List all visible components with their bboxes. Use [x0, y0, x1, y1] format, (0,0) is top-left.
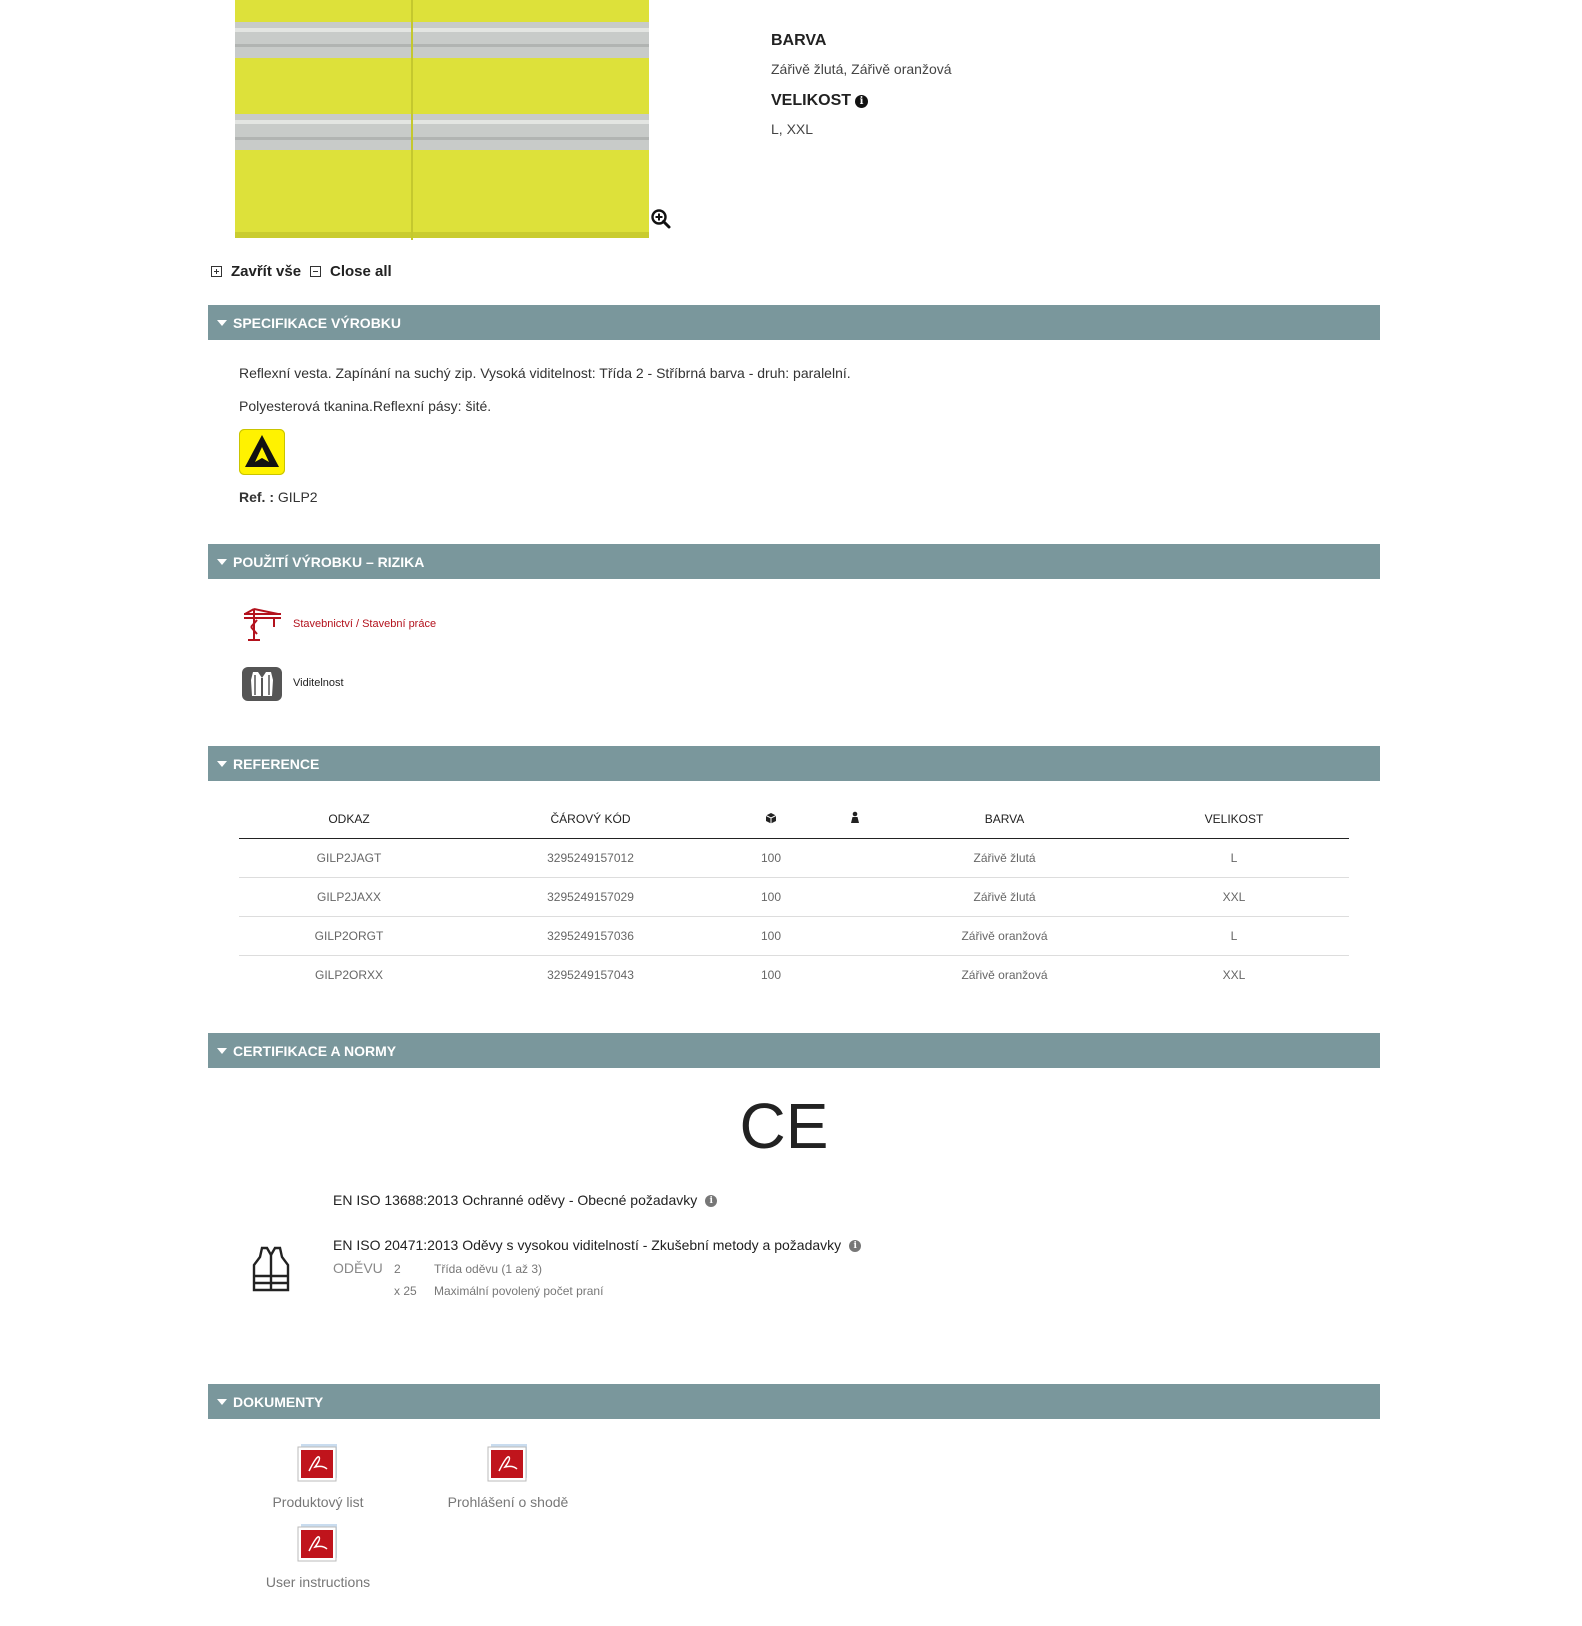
reference-line [239, 489, 318, 505]
section-title: POUŽITÍ VÝROBKU – RIZIKA [233, 553, 425, 570]
velikost-heading [771, 92, 868, 110]
cell-quantity: 100 [760, 968, 782, 982]
usage-visibility-label: Viditelnost [293, 677, 344, 689]
pdf-icon [295, 1443, 341, 1483]
table-row [239, 956, 1349, 995]
cell-odkaz: GILP2ORGT [239, 917, 459, 956]
cell-person [820, 956, 890, 995]
info-icon[interactable]: i [849, 1240, 861, 1252]
caret-down-icon [217, 320, 227, 326]
zoom-in-icon[interactable] [650, 208, 672, 230]
standard-1-text: EN ISO 13688:2013 Ochranné oděvy - Obecné požadavky [333, 1192, 698, 1208]
col-box-quantity [722, 800, 820, 839]
wash-description: Maximální povolený počet praní [434, 1284, 604, 1298]
cell-barcode: 3295249157029 [459, 878, 722, 917]
caret-down-icon [217, 559, 227, 565]
cell-velikost: L [1119, 917, 1349, 956]
reference-table [239, 800, 1349, 994]
svg-text:CE: CE [739, 1090, 829, 1162]
cell-odkaz: GILP2ORXX [314, 968, 384, 982]
cell-odkaz: GILP2JAXX [239, 878, 459, 917]
col-person [820, 800, 890, 839]
class-description: Třída oděvu (1 až 3) [434, 1262, 543, 1276]
expand-all-label: Zavřít vše [231, 263, 302, 280]
pdf-icon [485, 1443, 531, 1483]
cell-person [820, 917, 890, 956]
document-label: User instructions [265, 1574, 371, 1590]
spec-material: Polyesterová tkanina.Reflexní pásy: šité. [239, 398, 492, 414]
table-row [239, 878, 1349, 917]
col-barcode: ČÁROVÝ KÓD [459, 800, 722, 839]
box-icon [765, 812, 777, 824]
cell-quantity: 100 [722, 839, 820, 878]
plus-box-icon [211, 266, 222, 277]
brand-logo [239, 429, 285, 475]
close-all-toggle[interactable] [310, 263, 392, 280]
section-title: CERTIFIKACE A NORMY [233, 1042, 397, 1059]
cell-barcode: 3295249157043 [547, 968, 634, 982]
odevu-label: ODĚVU [333, 1260, 383, 1276]
caret-down-icon [217, 1048, 227, 1054]
class-value: 2 [394, 1262, 401, 1276]
section-header-reference[interactable] [208, 746, 1380, 781]
caret-down-icon [217, 761, 227, 767]
section-title: SPECIFIKACE VÝROBKU [233, 314, 402, 331]
cell-person [820, 878, 890, 917]
table-row [239, 839, 1349, 878]
section-title: DOKUMENTY [233, 1393, 324, 1410]
info-icon[interactable]: i [855, 95, 868, 108]
standard-en-iso-13688 [333, 1192, 717, 1208]
cell-barva: Zářivě žlutá [890, 878, 1119, 917]
cell-barcode: 3295249157036 [459, 917, 722, 956]
crane-icon [240, 605, 284, 643]
standard-2-text: EN ISO 20471:2013 Oděvy s vysokou viditelností - Zkušební metody a požadavky [333, 1237, 842, 1253]
section-header-dokumenty[interactable] [208, 1384, 1380, 1419]
document-prohlaseni-o-shode[interactable] [446, 1443, 570, 1510]
col-odkaz: ODKAZ [239, 800, 459, 839]
ce-mark [739, 1090, 829, 1162]
product-image[interactable] [232, 0, 652, 240]
cell-quantity: 100 [722, 917, 820, 956]
pdf-icon [295, 1523, 341, 1563]
section-header-pouziti[interactable] [208, 544, 1380, 579]
col-barva: BARVA [890, 800, 1119, 839]
cell-velikost: XXL [1222, 968, 1246, 982]
cell-quantity: 100 [722, 878, 820, 917]
wash-value: x 25 [394, 1284, 417, 1298]
barva-value: Zářivě žlutá, Zářivě oranžová [771, 61, 952, 77]
cell-velikost: XXL [1119, 878, 1349, 917]
section-header-certifikace[interactable] [208, 1033, 1380, 1068]
expand-all-toggle[interactable] [211, 263, 301, 280]
velikost-value: L, XXL [771, 121, 814, 137]
ref-value: GILP2 [277, 489, 318, 505]
caret-down-icon [217, 1399, 227, 1405]
table-header-row [239, 800, 1349, 839]
cell-person [820, 839, 890, 878]
ref-label: Ref. : [239, 489, 274, 505]
document-produktovy-list[interactable] [268, 1443, 368, 1510]
info-icon[interactable]: i [705, 1195, 717, 1207]
cell-barva: Zářivě oranžová [890, 917, 1119, 956]
section-title: REFERENCE [233, 755, 320, 772]
table-row [239, 917, 1349, 956]
barva-title: BARVA [771, 32, 827, 49]
cell-barva: Zářivě oranžová [961, 968, 1048, 982]
section-header-specifikace[interactable] [208, 305, 1380, 340]
high-visibility-vest-icon [250, 1245, 292, 1293]
visibility-vest-icon [241, 666, 283, 702]
cell-barcode: 3295249157012 [459, 839, 722, 878]
standard-en-iso-20471 [333, 1237, 861, 1253]
person-icon [849, 811, 861, 824]
document-user-instructions[interactable] [258, 1523, 378, 1590]
velikost-title: VELIKOST [771, 92, 852, 109]
col-velikost: VELIKOST [1119, 800, 1349, 839]
minus-box-icon [310, 266, 321, 277]
document-label: Prohlášení o shodě [447, 1494, 569, 1510]
cell-odkaz: GILP2JAGT [239, 839, 459, 878]
document-label: Produktový list [272, 1494, 364, 1510]
cell-velikost: L [1119, 839, 1349, 878]
spec-description: Reflexní vesta. Zapínání na suchý zip. Vysoká viditelnost: Třída 2 - Stříbrná barva - druh: paralelní. [239, 365, 851, 381]
cell-barva: Zářivě žlutá [890, 839, 1119, 878]
usage-construction-label[interactable]: Stavebnictví / Stavební práce [293, 618, 437, 630]
close-all-label: Close all [330, 263, 392, 280]
